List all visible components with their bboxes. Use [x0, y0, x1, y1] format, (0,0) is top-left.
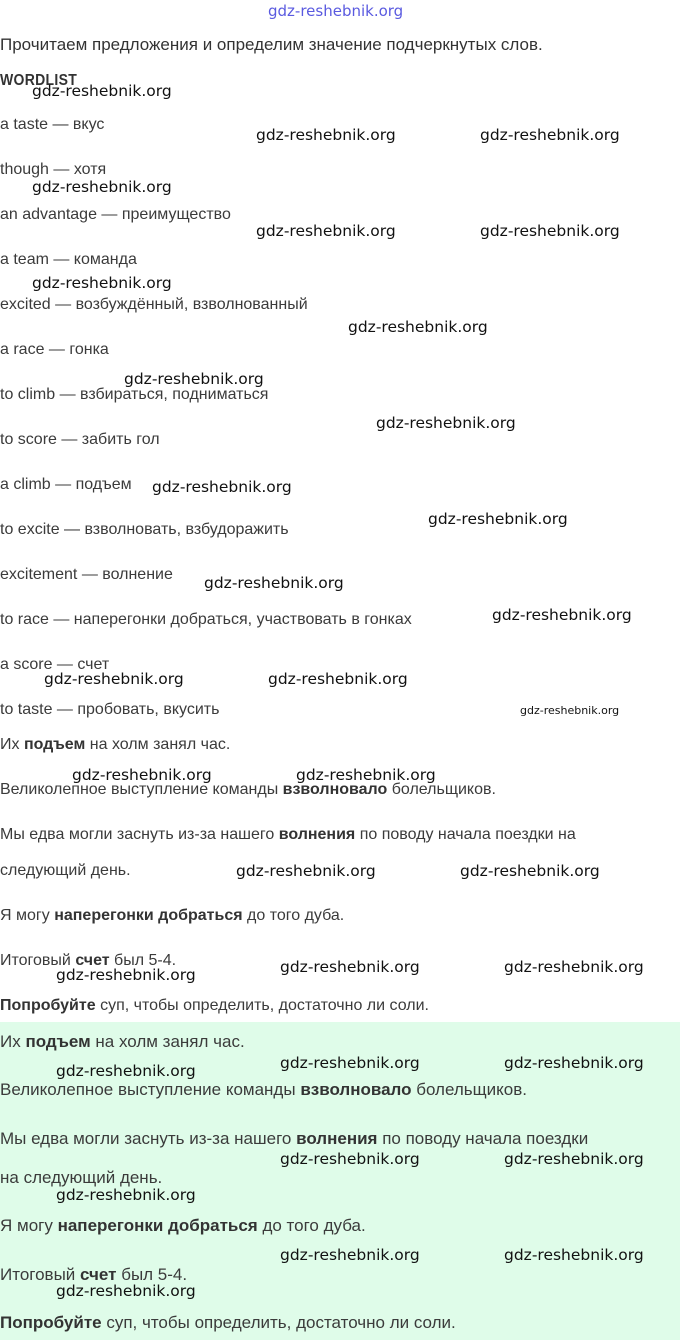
- watermark: gdz-reshebnik.org: [236, 862, 376, 880]
- wordlist-item: a team — команда: [0, 251, 137, 268]
- watermark: gdz-reshebnik.org: [504, 1246, 644, 1264]
- watermark: gdz-reshebnik.org: [56, 1062, 196, 1080]
- wordlist-heading: WORDLIST: [0, 70, 78, 89]
- watermark: gdz-reshebnik.org: [280, 1054, 420, 1072]
- instruction-text: Прочитаем предложения и определим значение подчеркнутых слов.: [0, 35, 543, 54]
- wordlist-item: a climb — подъем: [0, 476, 132, 493]
- watermark: gdz-reshebnik.org: [256, 126, 396, 144]
- answer-sentence: Великолепное выступление команды взволновало болельщиков.: [0, 1080, 527, 1099]
- wordlist-item: to taste — пробовать, вкусить: [0, 701, 220, 718]
- answer-sentence: Я могу наперегонки добраться до того дуба.: [0, 1216, 366, 1235]
- wordlist-item: an advantage — преимущество: [0, 206, 231, 223]
- answer-sentence: Их подъем на холм занял час.: [0, 1032, 245, 1051]
- watermark: gdz-reshebnik.org: [280, 958, 420, 976]
- sentence: следующий день.: [0, 862, 131, 879]
- watermark: gdz-reshebnik.org: [32, 178, 172, 196]
- watermark: gdz-reshebnik.org: [520, 704, 620, 717]
- wordlist-item: a taste — вкус: [0, 116, 105, 133]
- wordlist-item: excitement — волнение: [0, 566, 173, 583]
- watermark: gdz-reshebnik.org: [280, 1150, 420, 1168]
- wordlist-item: to excite — взволновать, взбудоражить: [0, 521, 289, 538]
- sentence: Мы едва могли заснуть из-за нашего волнения по поводу начала поездки на: [0, 826, 576, 843]
- wordlist-item: to race — наперегонки добраться, участвовать в гонках: [0, 611, 412, 628]
- watermark: gdz-reshebnik.org: [348, 318, 488, 336]
- watermark: gdz-reshebnik.org: [256, 222, 396, 240]
- watermark: gdz-reshebnik.org: [428, 510, 568, 528]
- watermark: gdz-reshebnik.org: [492, 606, 632, 624]
- watermark: gdz-reshebnik.org: [44, 670, 184, 688]
- top-watermark: gdz-reshebnik.org: [268, 2, 404, 20]
- wordlist-item: a score — счет: [0, 656, 110, 673]
- watermark: gdz-reshebnik.org: [504, 958, 644, 976]
- wordlist-item: though — хотя: [0, 161, 107, 178]
- watermark: gdz-reshebnik.org: [480, 126, 620, 144]
- answer-sentence: Мы едва могли заснуть из-за нашего волнения по поводу начала поездки: [0, 1129, 589, 1148]
- watermark: gdz-reshebnik.org: [152, 478, 292, 496]
- watermark: gdz-reshebnik.org: [56, 966, 196, 984]
- wordlist-item: a race — гонка: [0, 341, 109, 358]
- watermark: gdz-reshebnik.org: [504, 1150, 644, 1168]
- answer-sentence: Итоговый счет был 5-4.: [0, 1265, 188, 1284]
- watermark: gdz-reshebnik.org: [56, 1186, 196, 1204]
- sentence: Великолепное выступление команды взволновало болельщиков.: [0, 781, 496, 798]
- wordlist-item: to climb — взбираться, подниматься: [0, 386, 269, 403]
- watermark: gdz-reshebnik.org: [268, 670, 408, 688]
- watermark: gdz-reshebnik.org: [504, 1054, 644, 1072]
- sentence: Я могу наперегонки добраться до того дуба.: [0, 907, 345, 924]
- watermark: gdz-reshebnik.org: [204, 574, 344, 592]
- watermark: gdz-reshebnik.org: [296, 766, 436, 784]
- watermark: gdz-reshebnik.org: [280, 1246, 420, 1264]
- watermark: gdz-reshebnik.org: [56, 1282, 196, 1300]
- watermark: gdz-reshebnik.org: [32, 82, 172, 100]
- sentence: Итоговый счет был 5-4.: [0, 952, 177, 969]
- watermark: gdz-reshebnik.org: [32, 274, 172, 292]
- watermark: gdz-reshebnik.org: [480, 222, 620, 240]
- watermark: gdz-reshebnik.org: [460, 862, 600, 880]
- watermark: gdz-reshebnik.org: [124, 370, 264, 388]
- watermark: gdz-reshebnik.org: [72, 766, 212, 784]
- sentence: Их подъем на холм занял час.: [0, 736, 231, 753]
- sentence: Попробуйте суп, чтобы определить, достаточно ли соли.: [0, 997, 429, 1014]
- answer-sentence: на следующий день.: [0, 1168, 163, 1187]
- wordlist-item: to score — забить гол: [0, 431, 160, 448]
- answer-sentence: Попробуйте суп, чтобы определить, достаточно ли соли.: [0, 1313, 456, 1332]
- wordlist-item: excited — возбуждённый, взволнованный: [0, 296, 308, 313]
- watermark: gdz-reshebnik.org: [376, 414, 516, 432]
